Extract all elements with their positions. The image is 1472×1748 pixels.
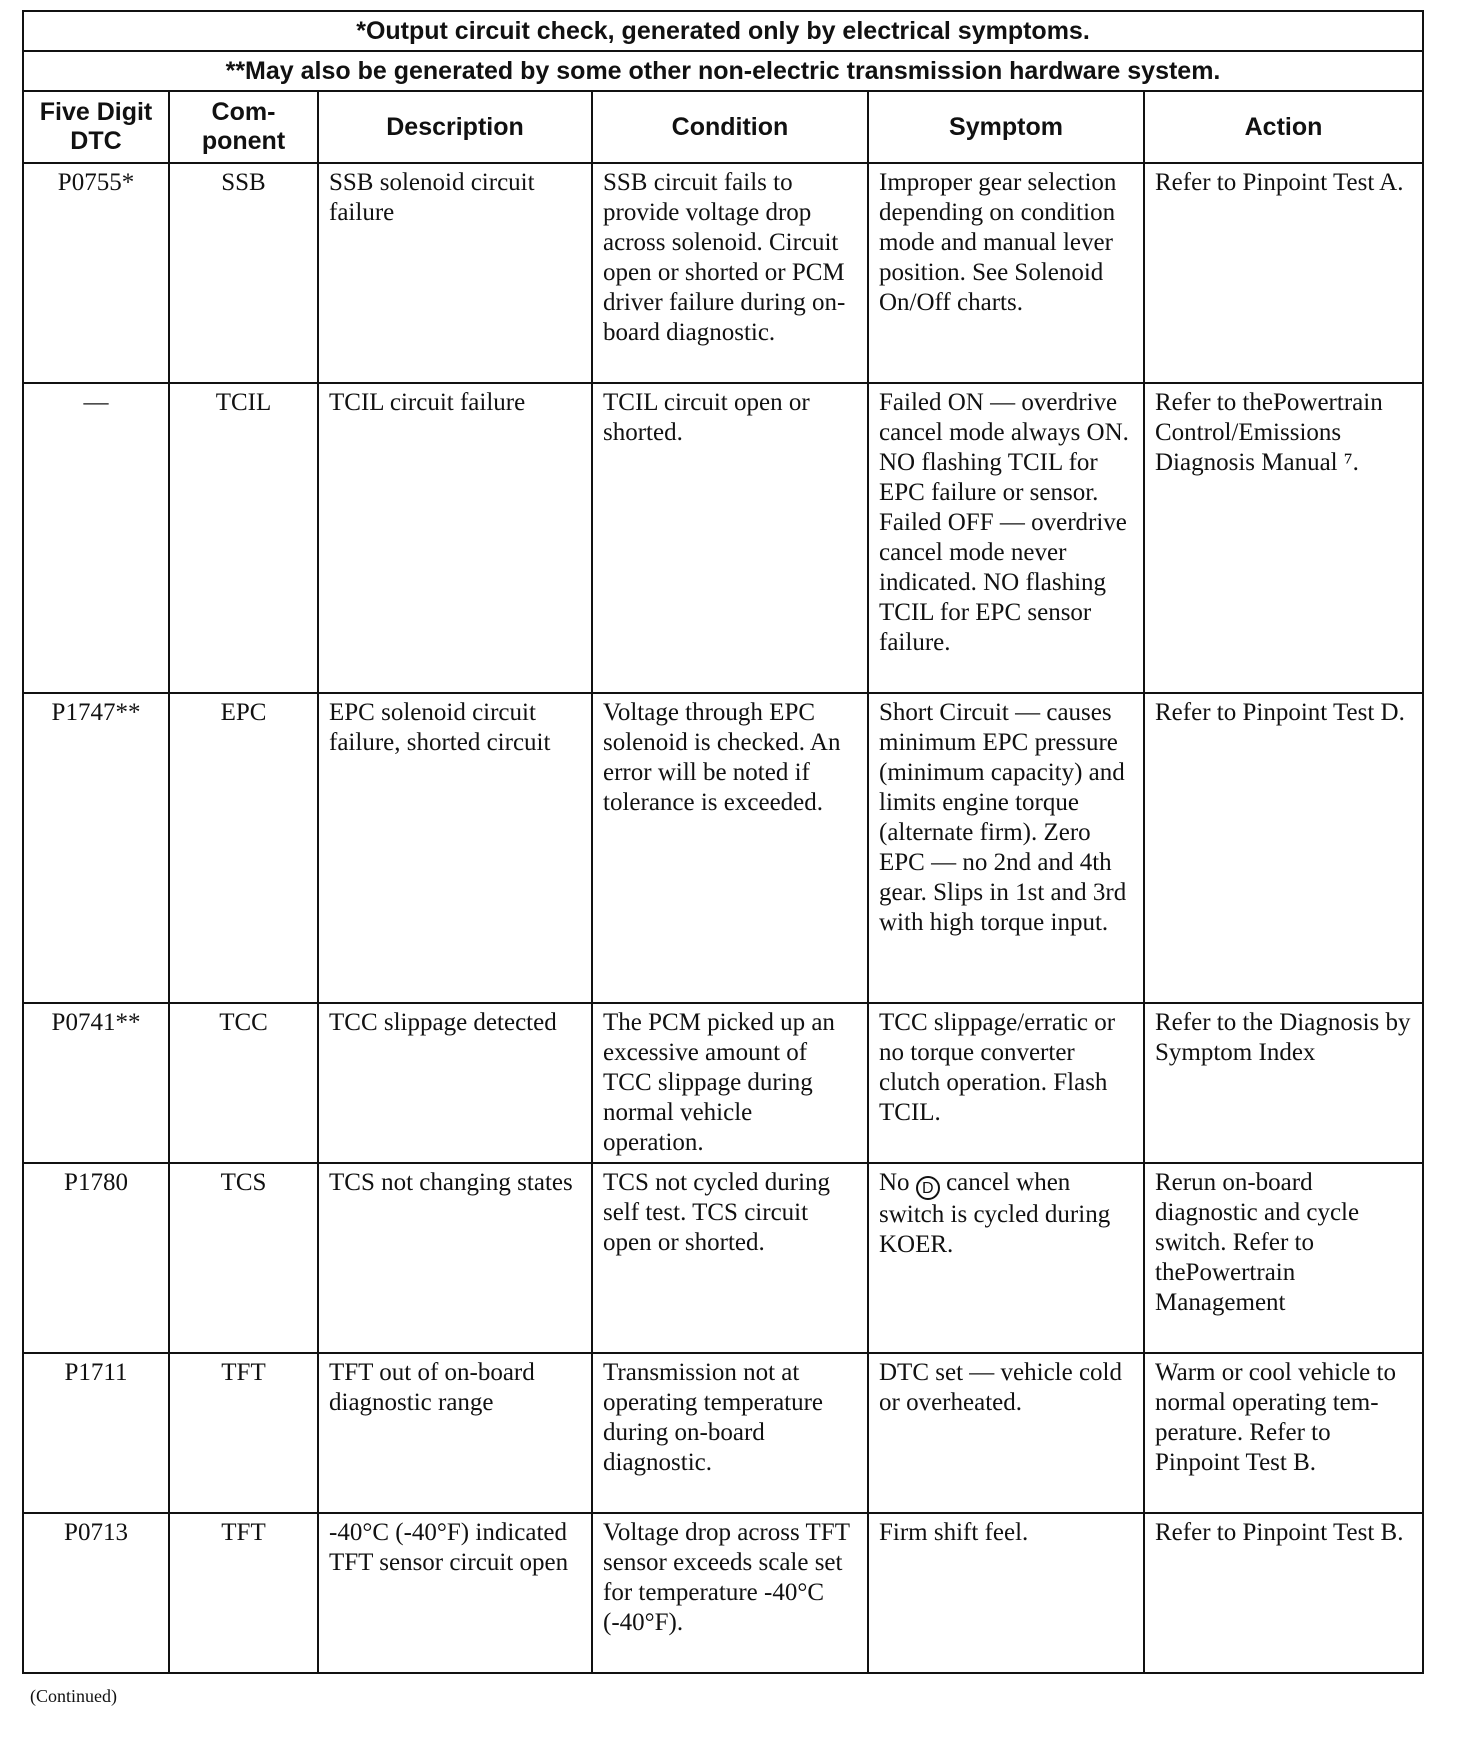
description-cell: SSB solenoid circuit failure <box>318 163 592 383</box>
dtc-table-sheet <box>22 10 1422 1674</box>
header-description: Description <box>318 91 592 163</box>
header-action: Action <box>1144 91 1423 163</box>
symptom-cell: Failed ON — overdrive cancel mode always ON. NO flashing TCIL for EPC failure or sensor. Failed OFF — overdrive cancel mode never indicated. NO flashing TCIL for EPC sensor failure. <box>868 383 1144 693</box>
table-row <box>23 383 1423 693</box>
table-row <box>23 693 1423 1003</box>
description-cell: EPC solenoid circuit failure, shorted circuit <box>318 693 592 1003</box>
component-cell: TFT <box>169 1353 318 1513</box>
description-cell: TCC slippage detected <box>318 1003 592 1163</box>
symptom-cell: Short Circuit — causes minimum EPC pressure (minimum capacity) and limits engine torque (alternate firm). Zero EPC — no 2nd and 4th gear. Slips in 1st and 3rd with high torque input. <box>868 693 1144 1003</box>
component-cell: TCC <box>169 1003 318 1163</box>
condition-cell: TCIL circuit open or shorted. <box>592 383 868 693</box>
symptom-cell <box>868 1163 1144 1353</box>
dtc-cell: P1747** <box>23 693 169 1003</box>
table-row <box>23 1163 1423 1353</box>
symptom-cell: TCC slippage/erratic or no torque converter clutch operation. Flash TCIL. <box>868 1003 1144 1163</box>
symptom-cell: Improper gear selection depending on condition mode and manual lever position. See Solenoid On/Off charts. <box>868 163 1144 383</box>
symptom-cell: Firm shift feel. <box>868 1513 1144 1673</box>
condition-cell: Transmission not at operating temperature during on-board diagnostic. <box>592 1353 868 1513</box>
banner-line-1: *Output circuit check, generated only by electrical symptoms. <box>23 11 1423 51</box>
action-cell: Refer to thePowertrain Control/Emissions Diagnosis Manual ⁷. <box>1144 383 1423 693</box>
dtc-cell: P1780 <box>23 1163 169 1353</box>
condition-cell: Voltage drop across TFT sensor exceeds scale set for temperature -40°C (-40°F). <box>592 1513 868 1673</box>
component-cell: EPC <box>169 693 318 1003</box>
component-cell: TCS <box>169 1163 318 1353</box>
condition-cell: Voltage through EPC solenoid is checked. An error will be noted if tolerance is exceeded. <box>592 693 868 1003</box>
header-symptom: Symptom <box>868 91 1144 163</box>
condition-cell: SSB circuit fails to provide voltage drop across solenoid. Circuit open or shorted or PCM driver failure during on-board diagnostic. <box>592 163 868 383</box>
component-cell: TCIL <box>169 383 318 693</box>
header-condition: Condition <box>592 91 868 163</box>
symptom-text-after: cancel when switch is cycled during KOER. <box>879 1169 1111 1258</box>
action-cell: Refer to the Diagnosis by Symptom Index <box>1144 1003 1423 1163</box>
header-component: Com- ponent <box>169 91 318 163</box>
dtc-cell: P0741** <box>23 1003 169 1163</box>
banner-row-1 <box>23 11 1423 51</box>
action-cell: Refer to Pinpoint Test B. <box>1144 1513 1423 1673</box>
action-cell: Rerun on-board diagnostic and cycle switch. Refer to thePowertrain Management <box>1144 1163 1423 1353</box>
description-cell: -40°C (-40°F) indicated TFT sensor circuit open <box>318 1513 592 1673</box>
symptom-text-before: No <box>879 1169 910 1196</box>
continued-note: (Continued) <box>30 1686 117 1706</box>
banner-line-2: **May also be generated by some other non-electric transmission hardware system. <box>23 51 1423 91</box>
table-row <box>23 1513 1423 1673</box>
dtc-cell: P0755* <box>23 163 169 383</box>
overdrive-circle-icon: D <box>916 1176 940 1200</box>
action-cell: Warm or cool vehicle to normal operating tem- perature. Refer to Pinpoint Test B. <box>1144 1353 1423 1513</box>
dtc-table <box>22 10 1424 1674</box>
description-cell: TCS not changing states <box>318 1163 592 1353</box>
banner-row-2 <box>23 51 1423 91</box>
condition-cell: TCS not cycled during self test. TCS circuit open or shorted. <box>592 1163 868 1353</box>
condition-cell: The PCM picked up an excessive amount of TCC slippage during normal vehicle operation. <box>592 1003 868 1163</box>
dtc-cell: P1711 <box>23 1353 169 1513</box>
header-row <box>23 91 1423 163</box>
dtc-cell: — <box>23 383 169 693</box>
dtc-cell: P0713 <box>23 1513 169 1673</box>
component-cell: TFT <box>169 1513 318 1673</box>
description-cell: TCIL circuit failure <box>318 383 592 693</box>
action-cell: Refer to Pinpoint Test A. <box>1144 163 1423 383</box>
header-dtc: Five Digit DTC <box>23 91 169 163</box>
table-row <box>23 1353 1423 1513</box>
action-cell: Refer to Pinpoint Test D. <box>1144 693 1423 1003</box>
table-row <box>23 163 1423 383</box>
description-cell: TFT out of on-board diagnostic range <box>318 1353 592 1513</box>
symptom-cell: DTC set — vehicle cold or overheated. <box>868 1353 1144 1513</box>
table-row <box>23 1003 1423 1163</box>
component-cell: SSB <box>169 163 318 383</box>
